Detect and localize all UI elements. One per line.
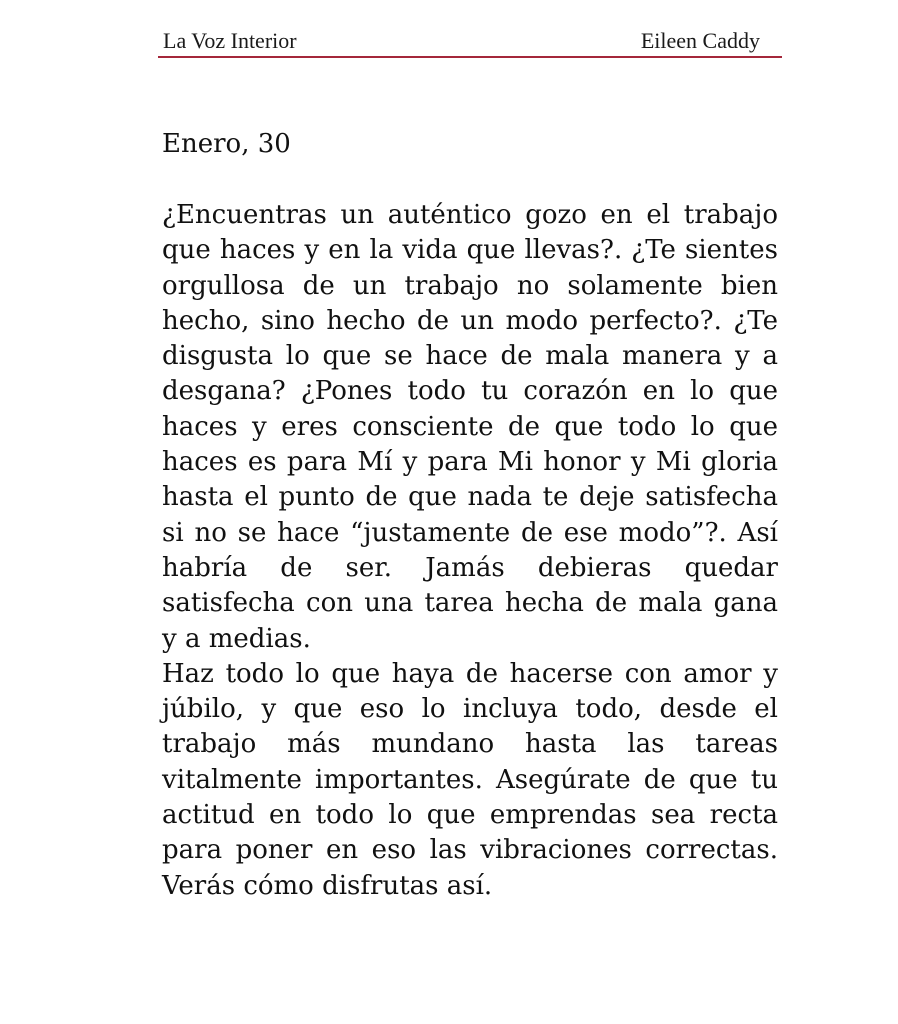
paragraph: Haz todo lo que haya de hacerse con amor y júbilo, y que eso lo incluya todo, desde el trabajo más mundano hasta las tareas vitalmente importantes. Asegúrate de que tu actitud en todo lo que emprendas sea recta para poner en eso las vibraciones correctas. Verás cómo disfrutas así. [162, 658, 778, 901]
paragraph: ¿Encuentras un auténtico gozo en el trabajo que haces y en la vida que llevas?. ¿Te sientes orgullosa de un trabajo no solamente bien hecho, sino hecho de un modo perfecto?. ¿Te disgusta lo que se hace de mala manera y a desgana? ¿Pones todo tu corazón en lo que haces y eres consciente de que todo lo que haces es para Mí y para Mi honor y Mi gloria hasta el punto de que nada te deje satisfecha si no se hace “justamente de ese modo”?. Así habría de ser. Jamás debieras quedar satisfecha con una tarea hecha de mala gana y a medias. [162, 200, 778, 654]
book-title: La Voz Interior [163, 28, 297, 53]
entry-date: Enero, 30 [162, 129, 291, 159]
author-name: Eileen Caddy [640, 28, 760, 53]
entry-body [162, 198, 778, 904]
running-header [158, 24, 782, 58]
